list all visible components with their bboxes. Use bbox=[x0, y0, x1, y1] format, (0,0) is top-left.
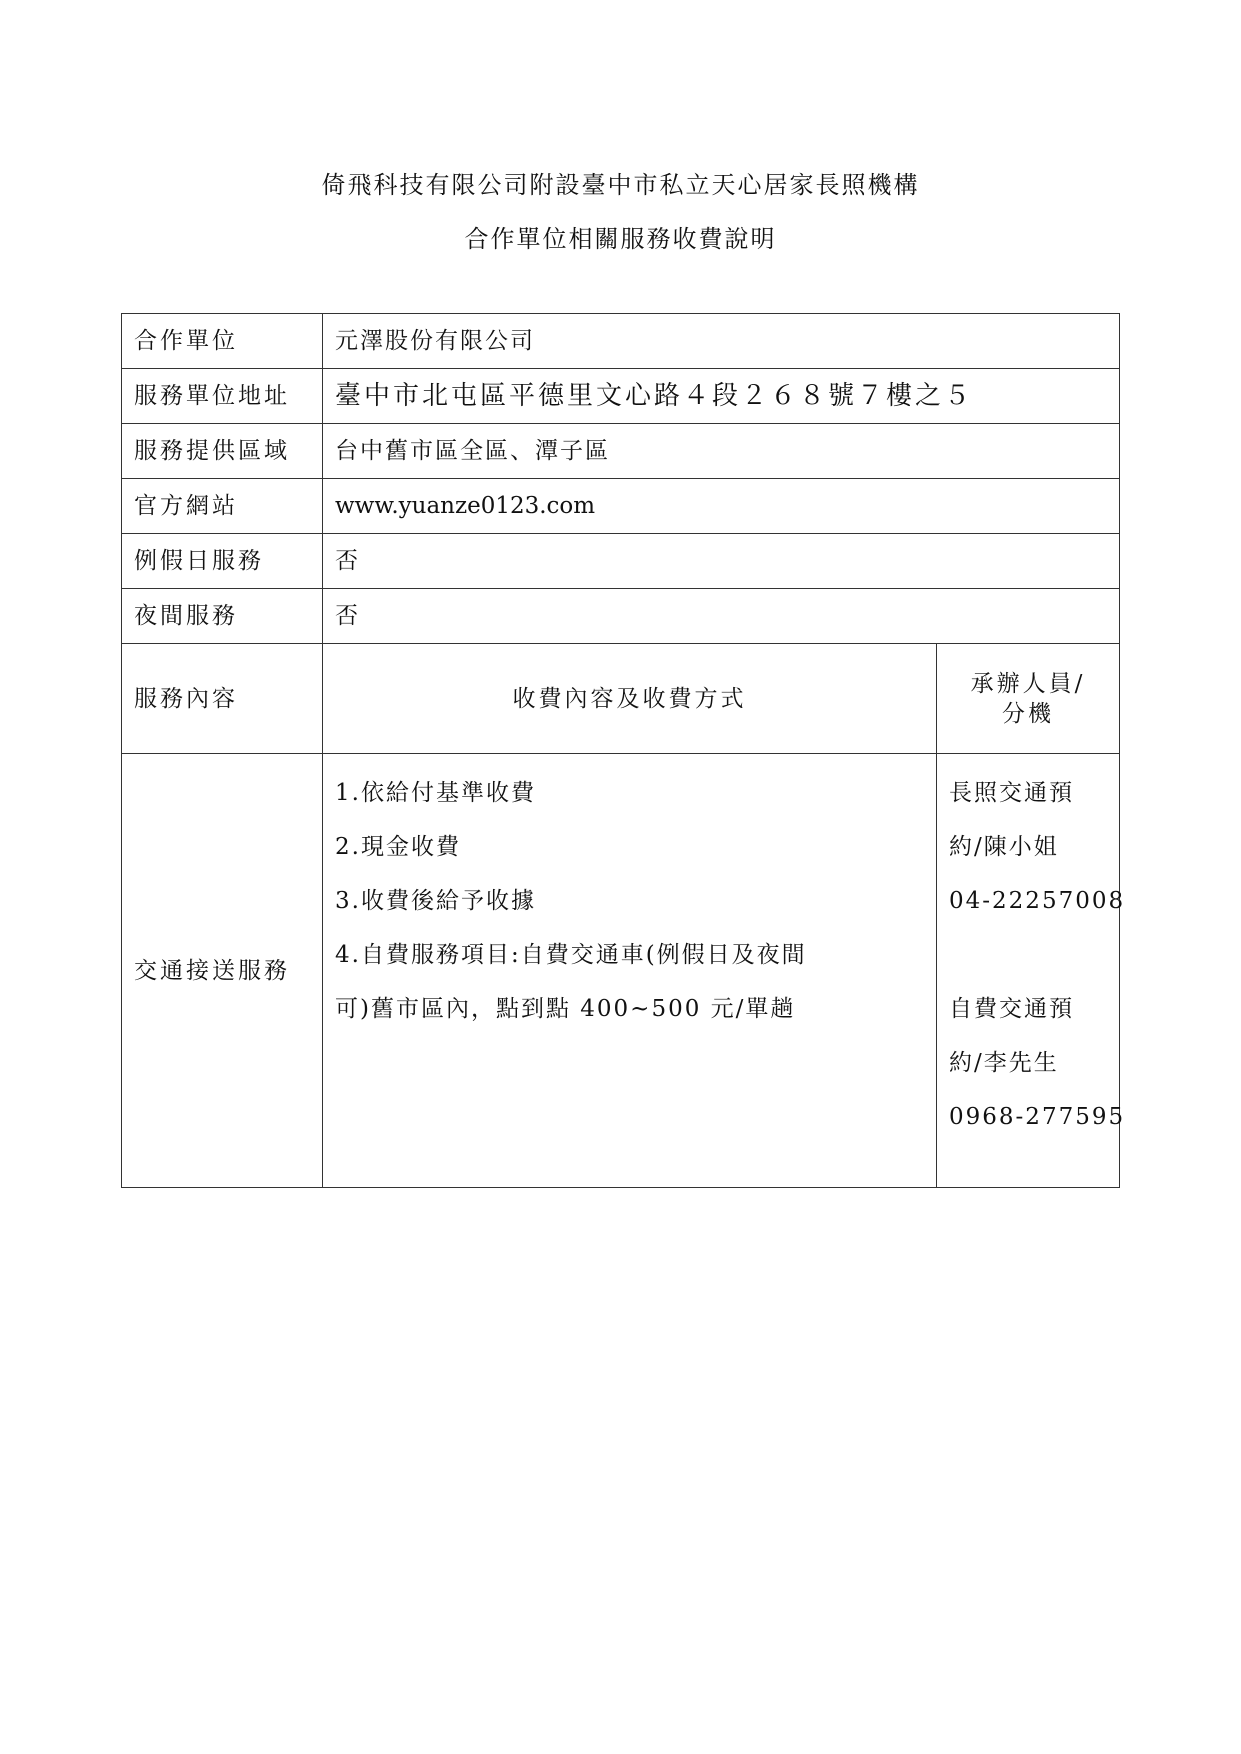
header-contact-line1: 承辦人員/ bbox=[970, 670, 1086, 697]
contact-line: 自費交通預 bbox=[949, 996, 1074, 1022]
service-name: 交通接送服務 bbox=[122, 754, 323, 1188]
header-service-content: 服務內容 bbox=[122, 644, 323, 754]
contact-line: 長照交通預 bbox=[949, 780, 1074, 806]
table-row-address bbox=[122, 369, 1120, 424]
table-row-holiday-service bbox=[122, 534, 1120, 589]
contact-phone: 0968-277595 bbox=[949, 1104, 1126, 1130]
contact-spacer bbox=[949, 928, 1111, 982]
fee-line: 4.自費服務項目:自費交通車(例假日及夜間 bbox=[335, 942, 807, 968]
row-label: 服務單位地址 bbox=[122, 369, 323, 424]
table-row-partner bbox=[122, 314, 1120, 369]
header-contact-line2: 分機 bbox=[1002, 700, 1054, 727]
row-label: 合作單位 bbox=[122, 314, 323, 369]
row-value: 台中舊市區全區、潭子區 bbox=[323, 424, 1120, 479]
row-value: 臺中市北屯區平德里文心路４段２６８號７樓之５ bbox=[323, 369, 1120, 424]
contact-details bbox=[937, 754, 1126, 1188]
table-row-transport-service bbox=[122, 754, 1120, 1188]
table-row-website bbox=[122, 479, 1120, 534]
row-label: 服務提供區域 bbox=[122, 424, 323, 479]
fee-line: 1.依給付基準收費 bbox=[335, 780, 536, 806]
service-info-table bbox=[121, 313, 1126, 1188]
contact-line: 約/陳小姐 bbox=[949, 834, 1059, 860]
row-label: 官方網站 bbox=[122, 479, 323, 534]
table-header-row bbox=[122, 644, 1120, 754]
fee-details bbox=[323, 754, 937, 1188]
website-link: www.yuanze0123.com bbox=[323, 479, 1120, 534]
row-label: 夜間服務 bbox=[122, 589, 323, 644]
document-subtitle: 合作單位相關服務收費說明 bbox=[464, 225, 777, 253]
row-value: 元澤股份有限公司 bbox=[323, 314, 1120, 369]
contact-line: 約/李先生 bbox=[949, 1050, 1059, 1076]
fee-line: 2.現金收費 bbox=[335, 834, 461, 860]
fee-line: 可)舊市區內，點到點 400~500 元/單趟 bbox=[335, 996, 796, 1022]
contact-phone: 04-22257008 bbox=[949, 888, 1126, 914]
header-fee-method: 收費內容及收費方式 bbox=[323, 644, 937, 754]
table-row-service-area bbox=[122, 424, 1120, 479]
table-row-night-service bbox=[122, 589, 1120, 644]
row-value: 否 bbox=[323, 534, 1120, 589]
fee-line: 3.收費後給予收據 bbox=[335, 888, 536, 914]
header-contact bbox=[937, 644, 1120, 754]
document-title: 倚飛科技有限公司附設臺中市私立天心居家長照機構 bbox=[321, 171, 920, 199]
row-value: 否 bbox=[323, 589, 1120, 644]
row-label: 例假日服務 bbox=[122, 534, 323, 589]
